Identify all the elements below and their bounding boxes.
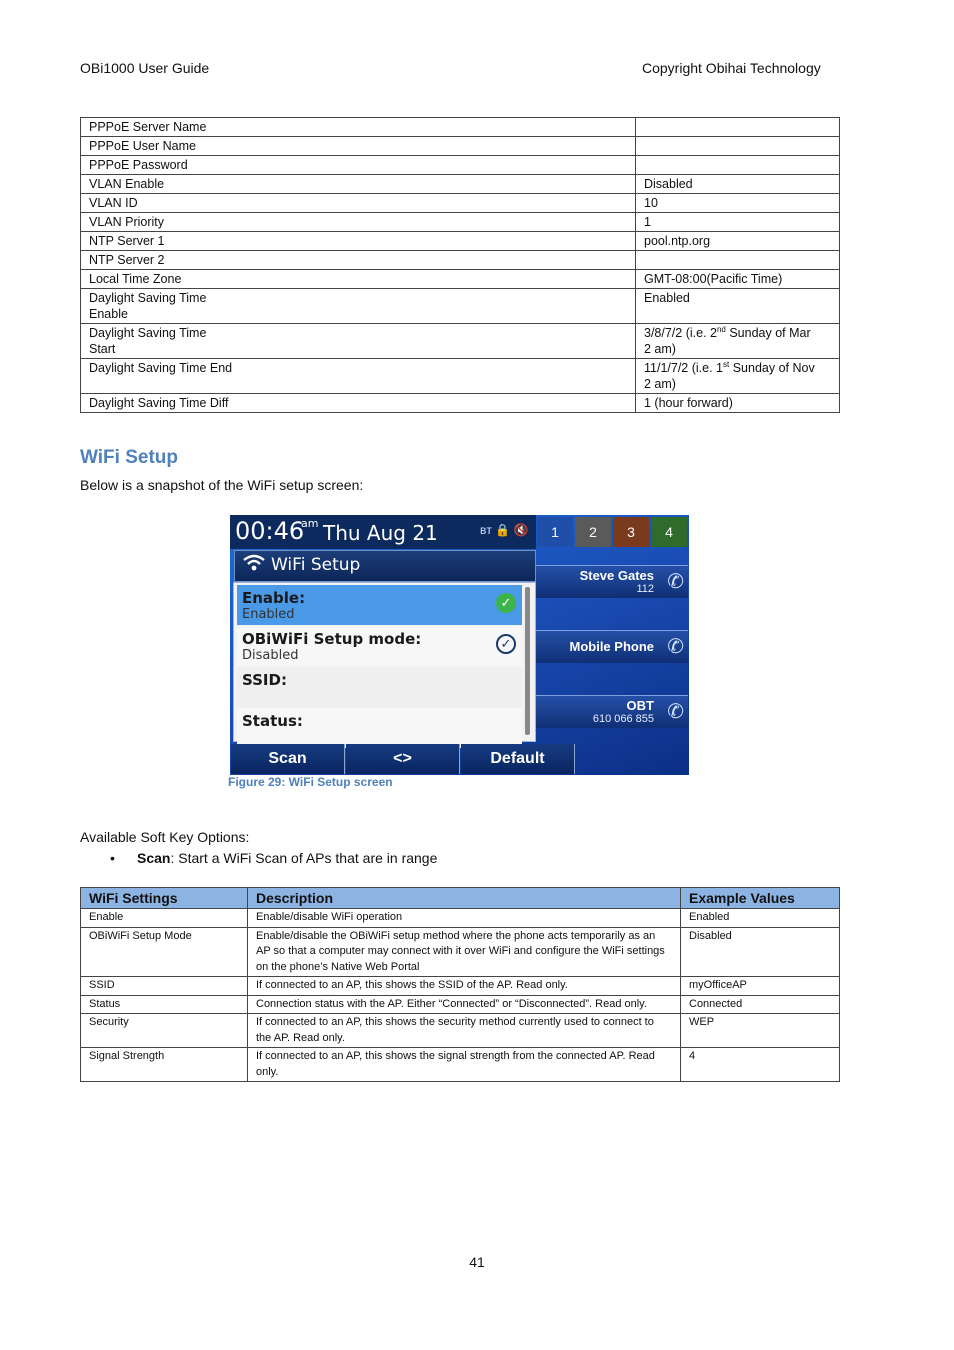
- contact-name: OBT: [626, 698, 654, 713]
- softkey-1[interactable]: Scan: [231, 744, 345, 774]
- settings-list-item[interactable]: [237, 626, 522, 666]
- table-cell: Enable/disable WiFi operation: [248, 909, 681, 928]
- contact-name: Mobile Phone: [569, 639, 654, 654]
- table-cell: 4: [681, 1048, 840, 1082]
- table-row: [81, 270, 840, 289]
- soft-keys-heading: Available Soft Key Options:: [80, 829, 250, 845]
- table-row: [81, 118, 840, 137]
- setting-name: VLAN Priority: [81, 213, 636, 232]
- check-outline-icon: ✓: [496, 634, 516, 654]
- column-header: WiFi Settings: [81, 888, 248, 909]
- setting-value-suffix: st: [723, 359, 730, 369]
- table-row: [81, 175, 840, 194]
- setting-value: [636, 156, 840, 175]
- table-row: [81, 927, 840, 977]
- check-filled-icon: ✓: [496, 593, 516, 613]
- setting-name: Daylight Saving Time Start: [81, 324, 636, 359]
- table-cell: Enable/disable the OBiWiFi setup method where the phone acts temporarily as an AP so that a computer may connect with it over WiFi and configure the WiFi settings on the phone’s Native Web Portal: [248, 927, 681, 977]
- settings-list-item[interactable]: [237, 585, 522, 625]
- settings-list-item[interactable]: [237, 708, 522, 748]
- table-cell: If connected to an AP, this shows the security method currently used to connect to the AP. Read only.: [248, 1014, 681, 1048]
- wifi-settings-table: [80, 887, 840, 1082]
- table-row: [81, 289, 840, 324]
- phone-date: Thu Aug 21: [323, 521, 438, 545]
- phone-status-bar: [230, 515, 536, 549]
- column-header: Description: [248, 888, 681, 909]
- table-cell: Enable: [81, 909, 248, 928]
- setting-value: 1 (hour forward): [636, 394, 840, 413]
- phone-icon: ✆: [667, 571, 684, 593]
- setting-value: 10: [636, 194, 840, 213]
- bullet-term: Scan: [137, 850, 171, 866]
- menu-title: WiFi Setup: [271, 555, 361, 575]
- phone-ampm: am: [301, 517, 319, 530]
- item-value: Enabled: [242, 607, 295, 622]
- setting-name: VLAN Enable: [81, 175, 636, 194]
- setting-name: Daylight Saving Time Diff: [81, 394, 636, 413]
- setting-value-suffix: nd: [716, 324, 726, 334]
- page-number: 41: [469, 1254, 485, 1270]
- setting-value: [636, 359, 840, 394]
- table-cell: Connection status with the AP. Either “Connected” or “Disconnected”. Read only.: [248, 995, 681, 1014]
- table-row: [81, 1014, 840, 1048]
- contact-1[interactable]: [536, 565, 688, 598]
- setting-name: NTP Server 1: [81, 232, 636, 251]
- setting-name: NTP Server 2: [81, 251, 636, 270]
- phone-icon: ✆: [667, 701, 684, 723]
- table-cell: SSID: [81, 977, 248, 996]
- table-cell: Enabled: [681, 909, 840, 928]
- setting-name: Local Time Zone: [81, 270, 636, 289]
- setting-value: [636, 251, 840, 270]
- table-row: [81, 995, 840, 1014]
- setting-value: [636, 137, 840, 156]
- item-value: Disabled: [242, 648, 299, 663]
- setting-name: PPPoE Server Name: [81, 118, 636, 137]
- table-row: [81, 251, 840, 270]
- table-row: [81, 156, 840, 175]
- table-row: [81, 394, 840, 413]
- header-copyright: Copyright Obihai Technology: [642, 60, 821, 76]
- table-cell: WEP: [681, 1014, 840, 1048]
- setting-name: VLAN ID: [81, 194, 636, 213]
- phone-clock: 00:46: [235, 517, 305, 545]
- contact-number: 112: [636, 583, 654, 595]
- item-label: Enable:: [242, 589, 306, 607]
- table-cell: Status: [81, 995, 248, 1014]
- table-cell: Connected: [681, 995, 840, 1014]
- phone-screenshot: [230, 515, 689, 775]
- table-row: [81, 137, 840, 156]
- setting-value: Enabled: [636, 289, 840, 324]
- setting-name: Daylight Saving Time End: [81, 359, 636, 394]
- settings-list: [233, 582, 536, 742]
- setting-value-text: 11/1/7/2 (i.e. 1: [644, 361, 723, 375]
- item-label: OBiWiFi Setup mode:: [242, 630, 422, 648]
- line-tab-4[interactable]: 4: [651, 517, 687, 547]
- setting-value: pool.ntp.org: [636, 232, 840, 251]
- setting-value: [636, 324, 840, 359]
- setting-name: PPPoE Password: [81, 156, 636, 175]
- scrollbar[interactable]: [525, 587, 530, 735]
- item-label: Status:: [242, 712, 303, 730]
- column-header: Example Values: [681, 888, 840, 909]
- table-cell: myOfficeAP: [681, 977, 840, 996]
- setting-name: PPPoE User Name: [81, 137, 636, 156]
- line-tab-1[interactable]: 1: [537, 517, 573, 547]
- bullet-desc: : Start a WiFi Scan of APs that are in range: [170, 850, 438, 866]
- item-label: SSID:: [242, 671, 287, 689]
- figure-caption: Figure 29: WiFi Setup screen: [228, 775, 393, 789]
- table-row: [81, 194, 840, 213]
- setting-value: GMT-08:00(Pacific Time): [636, 270, 840, 289]
- table-cell: If connected to an AP, this shows the signal strength from the connected AP. Read only.: [248, 1048, 681, 1082]
- table-row: [81, 232, 840, 251]
- table-cell: Security: [81, 1014, 248, 1048]
- table-row: [81, 213, 840, 232]
- settings-list-item[interactable]: [237, 667, 522, 707]
- table-row: [81, 977, 840, 996]
- settings-table: [80, 117, 840, 413]
- softkey-3[interactable]: Default: [461, 744, 575, 774]
- softkey-2[interactable]: <>: [346, 744, 460, 774]
- table-row: [81, 1048, 840, 1082]
- section-intro: Below is a snapshot of the WiFi setup screen:: [80, 477, 364, 493]
- table-cell: Signal Strength: [81, 1048, 248, 1082]
- line-tab-2[interactable]: 2: [575, 517, 611, 547]
- contact-name: Steve Gates: [579, 568, 654, 583]
- section-title: WiFi Setup: [80, 447, 178, 468]
- setting-value-text: 3/8/7/2 (i.e. 2: [644, 326, 717, 340]
- setting-value-text: Sunday of Nov 2 am): [644, 361, 815, 391]
- setting-value-text: Sunday of Mar 2 am): [644, 326, 811, 356]
- status-icons: ʙᴛ 🔒 🔇: [480, 523, 529, 537]
- table-cell: Disabled: [681, 927, 840, 977]
- phone-icon: ✆: [667, 636, 684, 658]
- table-row: [81, 909, 840, 928]
- setting-value: 1: [636, 213, 840, 232]
- header-doc-title: OBi1000 User Guide: [80, 60, 210, 76]
- line-tab-3[interactable]: 3: [613, 517, 649, 547]
- setting-value: Disabled: [636, 175, 840, 194]
- bullet-icon: •: [110, 850, 115, 866]
- menu-title-bar: [234, 550, 536, 582]
- contact-2[interactable]: [536, 630, 688, 663]
- table-row: [81, 359, 840, 394]
- setting-value: [636, 118, 840, 137]
- contact-number: 610 066 855: [592, 713, 654, 725]
- wifi-icon: [243, 554, 265, 577]
- table-cell: If connected to an AP, this shows the SSID of the AP. Read only.: [248, 977, 681, 996]
- table-row: [81, 324, 840, 359]
- table-cell: OBiWiFi Setup Mode: [81, 927, 248, 977]
- contact-3[interactable]: [536, 695, 688, 728]
- setting-name: Daylight Saving Time Enable: [81, 289, 636, 324]
